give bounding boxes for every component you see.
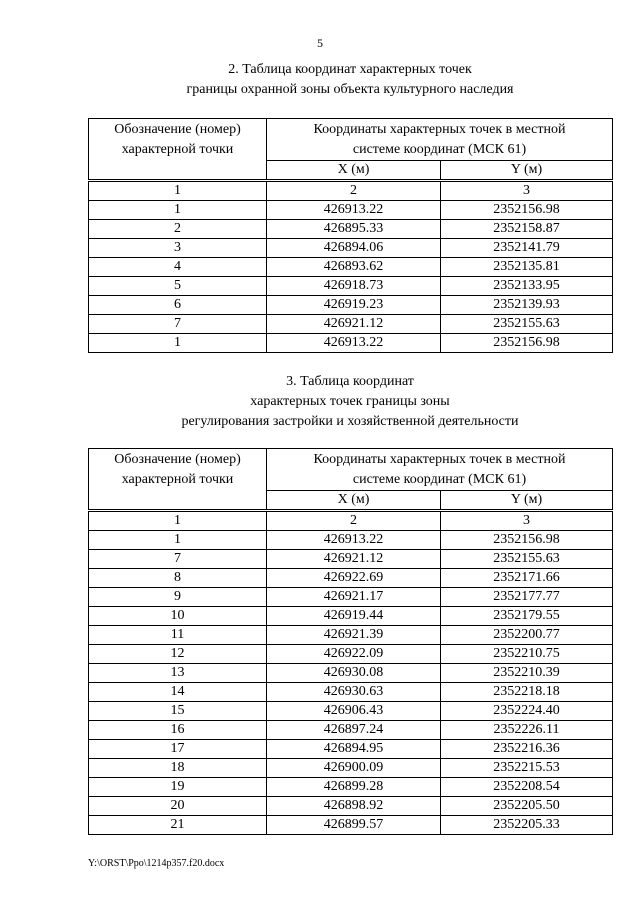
table-row [89, 626, 613, 645]
table-cell: 13 [89, 664, 267, 683]
table-cell: 2352158.87 [441, 220, 613, 239]
table-row [89, 277, 613, 296]
table-cell: 426913.22 [267, 531, 441, 550]
table-cell: 426894.06 [267, 239, 441, 258]
table2-caption-line: характерных точек границы зоны [250, 394, 450, 409]
table-cell: 2352156.98 [441, 531, 613, 550]
table1-body [89, 181, 613, 353]
table-cell: 426913.22 [267, 334, 441, 353]
table-cell: 2352226.11 [441, 721, 613, 740]
table2-header-point: Обозначение (номер) характерной точки [89, 449, 267, 511]
table-row [89, 569, 613, 588]
table1-header-y: Y (м) [441, 161, 613, 181]
table-row [89, 239, 613, 258]
table-cell: 19 [89, 778, 267, 797]
table-row [89, 258, 613, 277]
table-cell: 426919.44 [267, 607, 441, 626]
table-cell: 426893.62 [267, 258, 441, 277]
table-row [89, 759, 613, 778]
table-cell: 2352218.18 [441, 683, 613, 702]
table-cell: 18 [89, 759, 267, 778]
table-cell: 2352156.98 [441, 201, 613, 220]
table-cell: 2352205.33 [441, 816, 613, 835]
table-row [89, 740, 613, 759]
table-cell: 426899.28 [267, 778, 441, 797]
table2-body [89, 511, 613, 835]
table1-caption-line: границы охранной зоны объекта культурного наследия [186, 82, 514, 97]
table-cell: 426922.69 [267, 569, 441, 588]
table-cell: 2352210.39 [441, 664, 613, 683]
table-row [89, 721, 613, 740]
table-cell: 2352139.93 [441, 296, 613, 315]
table-cell: 1 [89, 181, 267, 201]
table-cell: 3 [441, 181, 613, 201]
table-cell: 4 [89, 258, 267, 277]
table-cell: 2352200.77 [441, 626, 613, 645]
table-cell: 12 [89, 645, 267, 664]
table-cell: 16 [89, 721, 267, 740]
table-cell: 1 [89, 511, 267, 531]
table-cell: 3 [441, 511, 613, 531]
table1-caption [60, 60, 640, 100]
table1-column-numbers [89, 181, 613, 201]
table-row [89, 220, 613, 239]
table-cell: 2 [89, 220, 267, 239]
table-row [89, 702, 613, 721]
table-cell: 2352224.40 [441, 702, 613, 721]
table-cell: 426900.09 [267, 759, 441, 778]
table-cell: 426921.17 [267, 588, 441, 607]
table-cell: 426930.63 [267, 683, 441, 702]
table-row [89, 588, 613, 607]
page-number: 5 [317, 36, 323, 50]
table1-caption-line: 2. Таблица координат характерных точек [228, 62, 472, 77]
table-cell: 1 [89, 531, 267, 550]
table-cell: 426899.57 [267, 816, 441, 835]
table-cell: 2352155.63 [441, 315, 613, 334]
table-cell: 1 [89, 201, 267, 220]
table-cell: 2352210.75 [441, 645, 613, 664]
table-cell: 2352156.98 [441, 334, 613, 353]
table-cell: 3 [89, 239, 267, 258]
table2-caption [60, 372, 640, 432]
table-cell: 426895.33 [267, 220, 441, 239]
table-row [89, 645, 613, 664]
table-cell: 426897.24 [267, 721, 441, 740]
table-row [89, 816, 613, 835]
table-cell: 426913.22 [267, 201, 441, 220]
table-cell: 7 [89, 315, 267, 334]
table-row [89, 797, 613, 816]
table-cell: 2352216.36 [441, 740, 613, 759]
table-cell: 2352133.95 [441, 277, 613, 296]
table-cell: 6 [89, 296, 267, 315]
table-cell: 2 [267, 181, 441, 201]
table1-coordinates [88, 118, 613, 353]
table-cell: 426921.12 [267, 315, 441, 334]
table-row [89, 607, 613, 626]
table-cell: 426894.95 [267, 740, 441, 759]
table2-header-y: Y (м) [441, 491, 613, 511]
table-cell: 11 [89, 626, 267, 645]
table-cell: 426906.43 [267, 702, 441, 721]
table2-column-numbers [89, 511, 613, 531]
table-row [89, 778, 613, 797]
table-cell: 2352135.81 [441, 258, 613, 277]
table-cell: 2352155.63 [441, 550, 613, 569]
table2-header-x: X (м) [267, 491, 441, 511]
table-cell: 2352179.55 [441, 607, 613, 626]
table-cell: 2352141.79 [441, 239, 613, 258]
table2-caption-line: регулирования застройки и хозяйственной деятельности [181, 414, 519, 429]
table-cell: 2352215.53 [441, 759, 613, 778]
table-cell: 14 [89, 683, 267, 702]
table2-caption-line: 3. Таблица координат [286, 374, 414, 389]
table-cell: 426898.92 [267, 797, 441, 816]
table-cell: 426930.08 [267, 664, 441, 683]
table-cell: 17 [89, 740, 267, 759]
table-cell: 2352205.50 [441, 797, 613, 816]
table-row [89, 683, 613, 702]
table-cell: 10 [89, 607, 267, 626]
table-cell: 2352208.54 [441, 778, 613, 797]
table1-header-coords: Координаты характерных точек в местной системе координат (МСК 61) [267, 119, 613, 161]
table-cell: 426921.39 [267, 626, 441, 645]
table-cell: 426919.23 [267, 296, 441, 315]
table-cell: 7 [89, 550, 267, 569]
table1-header-point: Обозначение (номер) характерной точки [89, 119, 267, 181]
table-cell: 426918.73 [267, 277, 441, 296]
table-cell: 15 [89, 702, 267, 721]
table-cell: 21 [89, 816, 267, 835]
table-cell: 9 [89, 588, 267, 607]
table-cell: 2352171.66 [441, 569, 613, 588]
table2-coordinates [88, 448, 613, 835]
table-row [89, 201, 613, 220]
footer-file-path: Y:\ORST\Ppo\1214p357.f20.docx [88, 858, 225, 869]
table1-header-x: X (м) [267, 161, 441, 181]
table-row [89, 334, 613, 353]
table-row [89, 664, 613, 683]
table-cell: 426921.12 [267, 550, 441, 569]
table-cell: 5 [89, 277, 267, 296]
table-row [89, 550, 613, 569]
table-row [89, 296, 613, 315]
table-cell: 2 [267, 511, 441, 531]
table-row [89, 531, 613, 550]
table-cell: 8 [89, 569, 267, 588]
table2-header-coords: Координаты характерных точек в местной системе координат (МСК 61) [267, 449, 613, 491]
table-cell: 426922.09 [267, 645, 441, 664]
table-cell: 20 [89, 797, 267, 816]
table-cell: 1 [89, 334, 267, 353]
table-row [89, 315, 613, 334]
table-cell: 2352177.77 [441, 588, 613, 607]
